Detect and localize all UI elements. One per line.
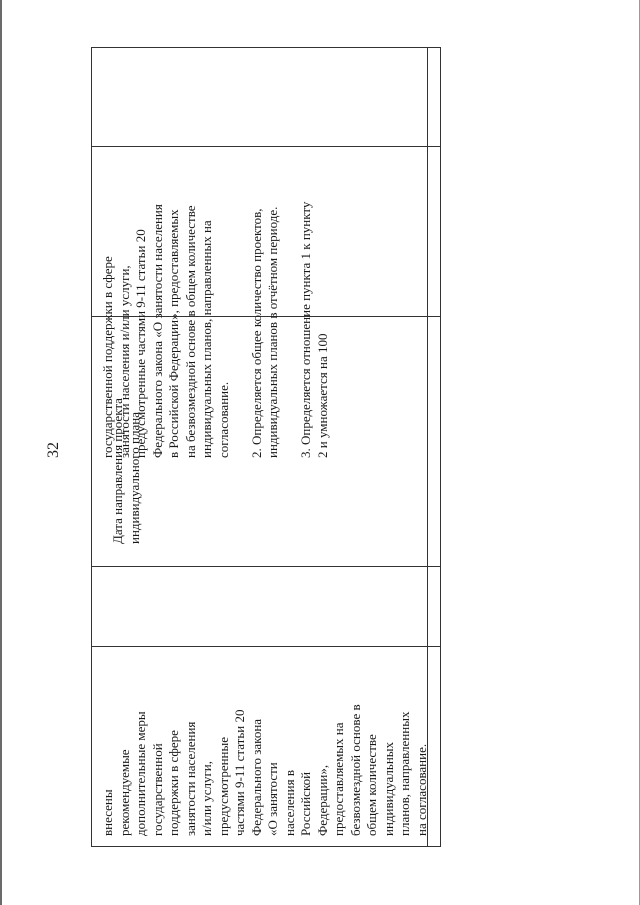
- table: [91, 47, 441, 847]
- indicator-name-text: внесены рекомендуемые дополнительные меры государственной поддержки в сфере занятости населения и/или услуги, предусмотренные частями 9-11 статьи 20 Федерального закона «О занятости населения в Российской Федерации», предоставляемых на безвозмездной основе в общем количестве индивидуальных планов, направленных на согласование.: [100, 704, 429, 836]
- cell-indicator-name: [92, 646, 427, 848]
- date-text: Дата направления проекта индивидуального плана: [110, 398, 142, 544]
- page-number: 32: [45, 442, 62, 458]
- column-divider: [92, 566, 440, 567]
- method-text: государственной поддержки в сфере занятости населения и/или услуги, предусмотренные частями 9-11 статьи 20 Федерального закона «О занятости населения в Российской Федерации», предоставляемых на безвозмездной основе в общем количестве индивидуальных планов, направленных на согласование. 2. Определяется общее количество проектов, индивидуальных планов в отчётном периоде. 3. Определяется отношение пункта 1 к пункту 2 и умножается на 100: [100, 201, 330, 458]
